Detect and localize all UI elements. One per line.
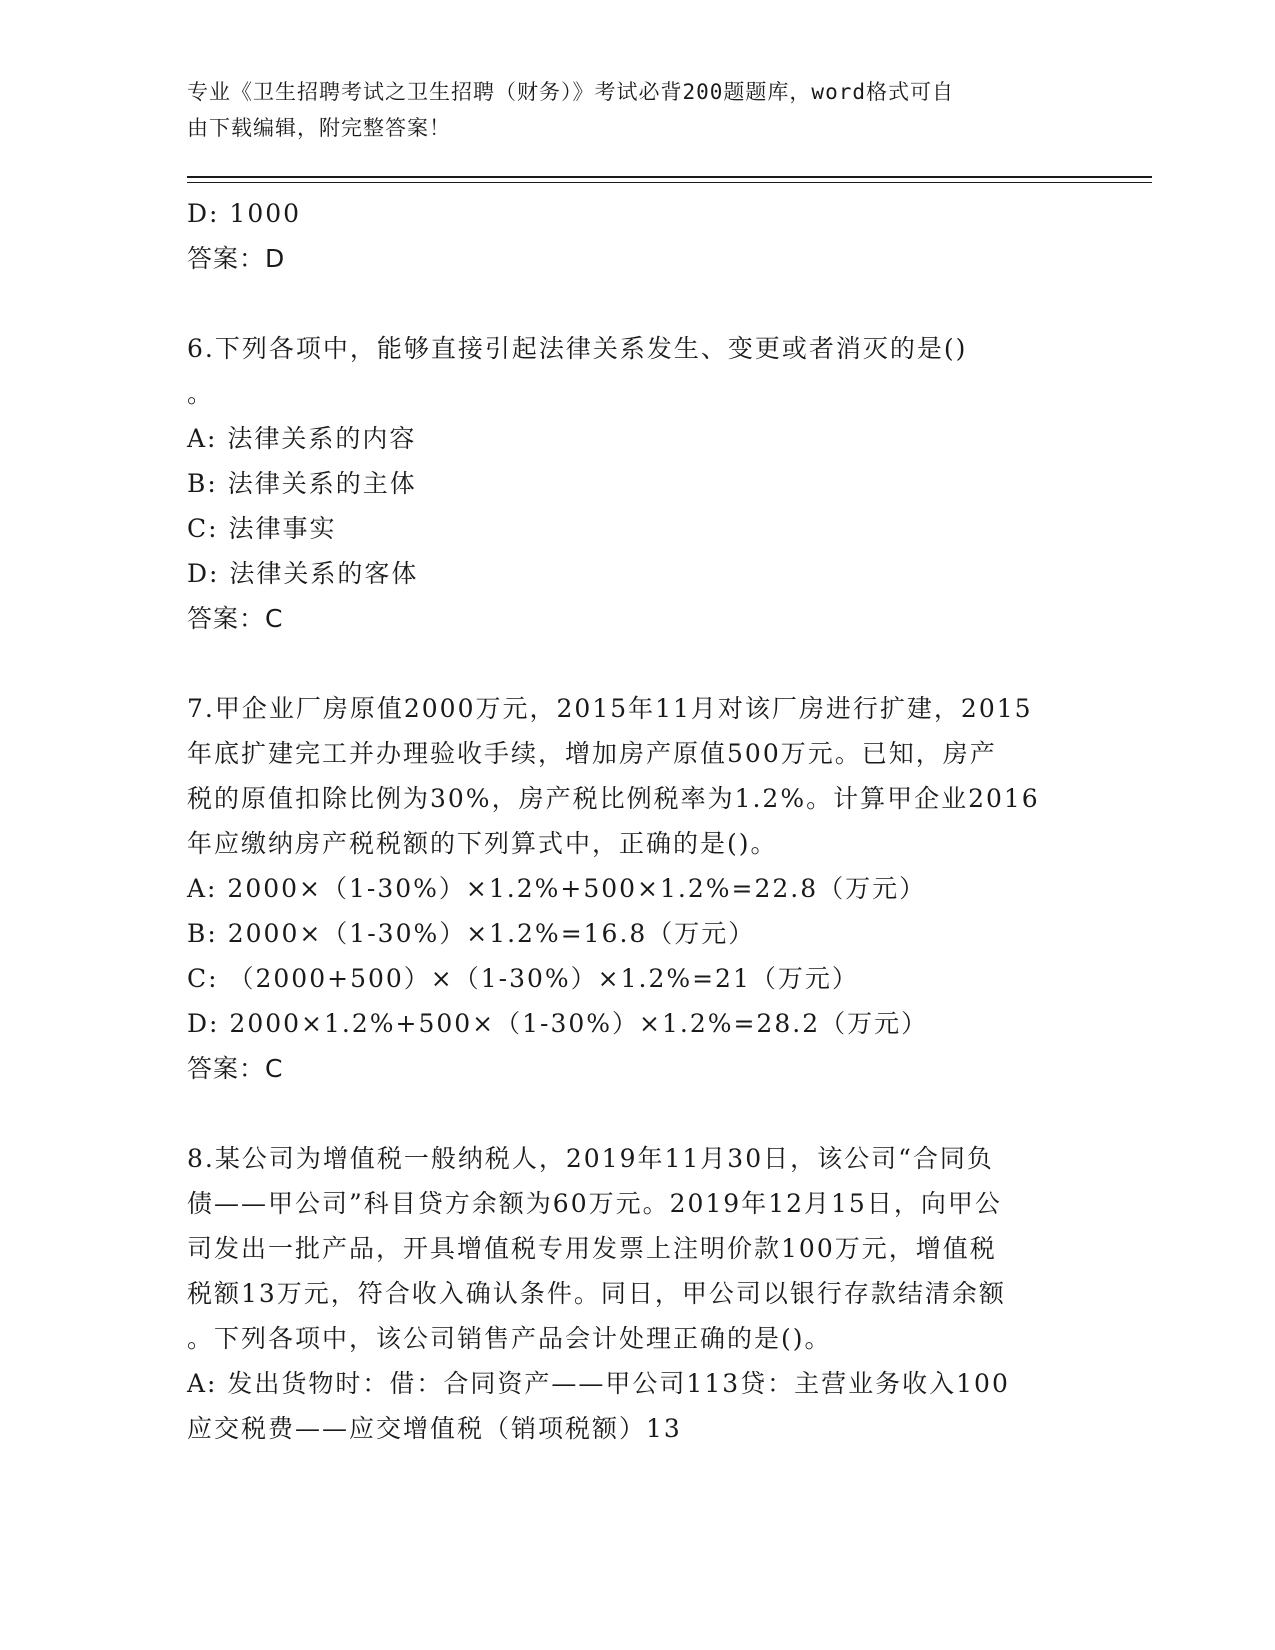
q8-stem-line-1: 8.某公司为增值税一般纳税人，2019年11月30日，该公司“合同负: [187, 1144, 994, 1173]
q8-stem-line-3: 司发出一批产品，开具增值税专用发票上注明价款100万元，增值税: [187, 1234, 997, 1263]
header-divider-thick: [187, 176, 1152, 178]
spacer: [187, 281, 1087, 326]
q7-stem-line-1: 7.甲企业厂房原值2000万元，2015年11月对该厂房进行扩建，2015: [187, 694, 1033, 723]
question-8: [187, 1136, 1087, 1451]
q8-option-a-line-1: A: 发出货物时：借：合同资产——甲公司113贷：主营业务收入100: [187, 1369, 1010, 1398]
q7-option-b: B: 2000×（1-30%）×1.2%=16.8（万元）: [187, 919, 756, 948]
q7-option-c: C: （2000+500）×（1-30%）×1.2%=21（万元）: [187, 964, 859, 993]
question-7: [187, 686, 1087, 1091]
q8-option-a-line-2: 应交税费——应交增值税（销项税额）13: [187, 1414, 682, 1443]
q6-stem-line-1: 6.下列各项中，能够直接引起法律关系发生、变更或者消灭的是(): [187, 334, 968, 363]
q8-stem-line-4: 税额13万元，符合收入确认条件。同日，甲公司以银行存款结清余额: [187, 1279, 1006, 1308]
q6-option-a: A: 法律关系的内容: [187, 424, 417, 453]
q8-stem-line-2: 债——甲公司”科目贷方余额为60万元。2019年12月15日，向甲公: [187, 1189, 1002, 1218]
q7-stem-line-3: 税的原值扣除比例为30%，房产税比例税率为1.2%。计算甲企业2016: [187, 784, 1040, 813]
header-divider-thin: [187, 182, 1152, 183]
q7-option-d: D: 2000×1.2%+500×（1-30%）×1.2%=28.2（万元）: [187, 1009, 929, 1038]
question-5-tail: [187, 191, 1087, 281]
q6-answer: 答案：C: [187, 604, 284, 633]
q6-stem-line-2: 。: [187, 379, 215, 408]
q6-option-b: B: 法律关系的主体: [187, 469, 417, 498]
q5-option-d: D: 1000: [187, 199, 302, 228]
q7-option-a: A: 2000×（1-30%）×1.2%+500×1.2%=22.8（万元）: [187, 874, 927, 903]
q6-option-d: D: 法律关系的客体: [187, 559, 419, 588]
header-line-2: 由下载编辑，附完整答案！: [187, 116, 451, 140]
q5-answer: 答案：D: [187, 244, 286, 273]
q6-option-c: C: 法律事实: [187, 514, 337, 543]
spacer: [187, 641, 1087, 686]
question-6: [187, 326, 1087, 641]
question-content: [187, 191, 1087, 1451]
q7-stem-line-4: 年应缴纳房产税税额的下列算式中，正确的是()。: [187, 829, 778, 858]
document-header: [187, 74, 1067, 146]
spacer: [187, 1091, 1087, 1136]
q7-stem-line-2: 年底扩建完工并办理验收手续，增加房产原值500万元。已知，房产: [187, 739, 997, 768]
header-line-1: 专业《卫生招聘考试之卫生招聘（财务）》考试必背200题题库，word格式可自: [187, 80, 954, 104]
q7-answer: 答案：C: [187, 1054, 284, 1083]
q8-stem-line-5: 。下列各项中，该公司销售产品会计处理正确的是()。: [187, 1324, 832, 1353]
